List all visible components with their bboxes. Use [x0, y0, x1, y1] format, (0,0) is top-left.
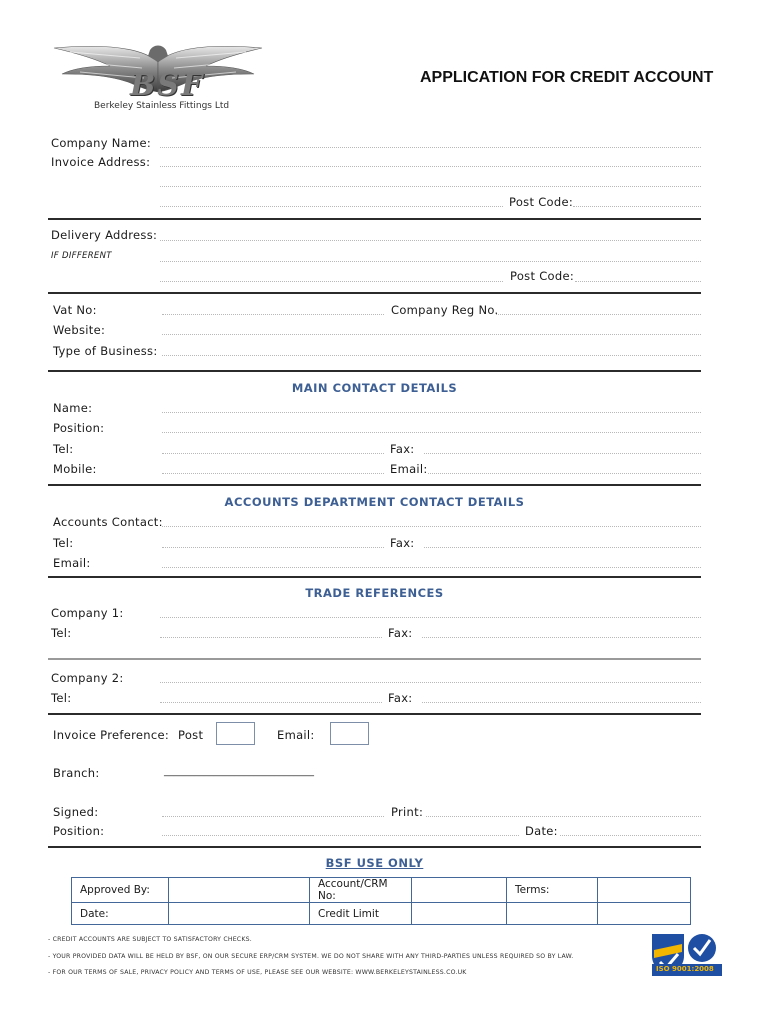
- company1-tel-label: Tel:: [51, 626, 72, 640]
- contact-mobile-label: Mobile:: [53, 462, 97, 476]
- accounts-contact-label: Accounts Contact:: [53, 515, 163, 529]
- delivery-address-field-1[interactable]: [160, 240, 701, 241]
- contact-name-label: Name:: [53, 401, 93, 415]
- invoice-post-code-label: Post Code:: [509, 195, 574, 209]
- accounts-tel-field[interactable]: [162, 547, 384, 548]
- print-field[interactable]: [426, 816, 701, 817]
- company1-fax-label: Fax:: [388, 626, 413, 640]
- invoice-email-label: Email:: [277, 728, 315, 742]
- footer-data-policy: - YOUR PROVIDED DATA WILL BE HELD BY BSF, ON OUR SECURE ERP/CRM SYSTEM. WE DO NOT SHARE WITH ANY THIRD-PARTIES UNLESS REQUIRED SO BY LAW.: [48, 953, 574, 960]
- divider: [48, 658, 701, 660]
- company-reg-label: Company Reg No.: [391, 303, 499, 317]
- type-of-business-label: Type of Business:: [53, 344, 158, 358]
- contact-fax-label: Fax:: [390, 442, 415, 456]
- logo-company-name: Berkeley Stainless Fittings Ltd: [94, 101, 230, 111]
- page-title: APPLICATION FOR CREDIT ACCOUNT: [420, 69, 714, 86]
- contact-tel-label: Tel:: [53, 442, 74, 456]
- print-label: Print:: [391, 805, 424, 819]
- logo-letters: BSF: [130, 68, 205, 103]
- contact-name-field[interactable]: [162, 412, 701, 413]
- divider: [48, 846, 701, 848]
- contact-email-field[interactable]: [428, 473, 701, 474]
- approved-by-cell[interactable]: [169, 878, 310, 903]
- company2-fax-field[interactable]: [422, 702, 701, 703]
- company1-fax-field[interactable]: [422, 637, 701, 638]
- bsf-use-only-heading: BSF USE ONLY: [325, 856, 424, 870]
- invoice-post-code-field[interactable]: [573, 206, 701, 207]
- contact-position-label: Position:: [53, 421, 105, 435]
- accounts-contact-heading: ACCOUNTS DEPARTMENT CONTACT DETAILS: [224, 495, 525, 509]
- if-different-note: IF DIFFERENT: [51, 251, 112, 261]
- company1-field[interactable]: [160, 617, 701, 618]
- iso-certification-badge: [650, 930, 722, 980]
- invoice-address-field-1[interactable]: [160, 166, 701, 167]
- company2-tel-field[interactable]: [160, 702, 382, 703]
- contact-tel-field[interactable]: [162, 453, 384, 454]
- vat-field[interactable]: [162, 314, 384, 315]
- company1-label: Company 1:: [51, 606, 124, 620]
- main-contact-heading: MAIN CONTACT DETAILS: [291, 381, 458, 395]
- delivery-address-label: Delivery Address:: [51, 228, 158, 242]
- company2-field[interactable]: [160, 682, 701, 683]
- company-name-label: Company Name:: [51, 136, 152, 150]
- invoice-preference-label: Invoice Preference:: [53, 728, 169, 742]
- bsf-use-table: [71, 877, 691, 925]
- accounts-fax-field[interactable]: [424, 547, 701, 548]
- accounts-contact-field[interactable]: [162, 526, 701, 527]
- type-of-business-field[interactable]: [162, 355, 701, 356]
- position-field[interactable]: [162, 835, 519, 836]
- divider: [48, 218, 701, 220]
- delivery-post-code-field[interactable]: [575, 281, 701, 282]
- delivery-address-field-3[interactable]: [160, 281, 503, 282]
- website-label: Website:: [53, 323, 106, 337]
- invoice-post-label: Post: [178, 728, 204, 742]
- position-label: Position:: [53, 824, 105, 838]
- company-name-field[interactable]: [160, 147, 701, 148]
- delivery-address-field-2[interactable]: [160, 261, 701, 262]
- bsf-date-label: Date:: [72, 903, 169, 925]
- footer-terms-website: - FOR OUR TERMS OF SALE, PRIVACY POLICY AND TERMS OF USE, PLEASE SEE OUR WEBSITE: WWW.BERKELEYSTAINLESS.CO.UK: [48, 969, 467, 976]
- terms-label: Terms:: [507, 878, 598, 903]
- account-crm-label: Account/CRM No:: [310, 878, 412, 903]
- signed-field[interactable]: [162, 816, 384, 817]
- contact-position-field[interactable]: [162, 432, 701, 433]
- invoice-address-field-2[interactable]: [160, 186, 701, 187]
- iso-label: ISO 9001:2008: [656, 965, 714, 973]
- company-reg-field[interactable]: [496, 314, 701, 315]
- empty-cell[interactable]: [507, 903, 598, 925]
- vat-label: Vat No:: [53, 303, 97, 317]
- contact-email-label: Email:: [390, 462, 428, 476]
- trade-references-heading: TRADE REFERENCES: [305, 586, 444, 600]
- footer-credit-checks: - CREDIT ACCOUNTS ARE SUBJECT TO SATISFACTORY CHECKS.: [48, 936, 252, 943]
- terms-cell[interactable]: [598, 878, 691, 903]
- approved-by-label: Approved By:: [72, 878, 169, 903]
- delivery-post-code-label: Post Code:: [510, 269, 575, 283]
- accounts-email-field[interactable]: [162, 567, 701, 568]
- divider: [48, 576, 701, 578]
- branch-field[interactable]: ______________________________: [164, 766, 314, 777]
- accounts-email-label: Email:: [53, 556, 91, 570]
- accounts-tel-label: Tel:: [53, 536, 74, 550]
- credit-limit-cell[interactable]: [412, 903, 507, 925]
- bsf-date-cell[interactable]: [169, 903, 310, 925]
- branch-label: Branch:: [53, 766, 100, 780]
- contact-mobile-field[interactable]: [162, 473, 384, 474]
- accounts-fax-label: Fax:: [390, 536, 415, 550]
- invoice-email-checkbox[interactable]: [330, 722, 369, 745]
- date-label: Date:: [525, 824, 558, 838]
- divider: [48, 484, 701, 486]
- company1-tel-field[interactable]: [160, 637, 382, 638]
- signed-label: Signed:: [53, 805, 99, 819]
- divider: [48, 713, 701, 715]
- company2-label: Company 2:: [51, 671, 124, 685]
- invoice-address-field-3[interactable]: [160, 206, 503, 207]
- company2-fax-label: Fax:: [388, 691, 413, 705]
- company2-tel-label: Tel:: [51, 691, 72, 705]
- credit-limit-label: Credit Limit: [310, 903, 412, 925]
- divider: [48, 292, 701, 294]
- website-field[interactable]: [162, 334, 701, 335]
- bsf-logo: [50, 40, 266, 116]
- date-field[interactable]: [560, 835, 701, 836]
- invoice-address-label: Invoice Address:: [51, 155, 151, 169]
- divider: [48, 370, 701, 372]
- invoice-post-checkbox[interactable]: [216, 722, 255, 745]
- empty-cell[interactable]: [598, 903, 691, 925]
- account-crm-cell[interactable]: [412, 878, 507, 903]
- contact-fax-field[interactable]: [424, 453, 701, 454]
